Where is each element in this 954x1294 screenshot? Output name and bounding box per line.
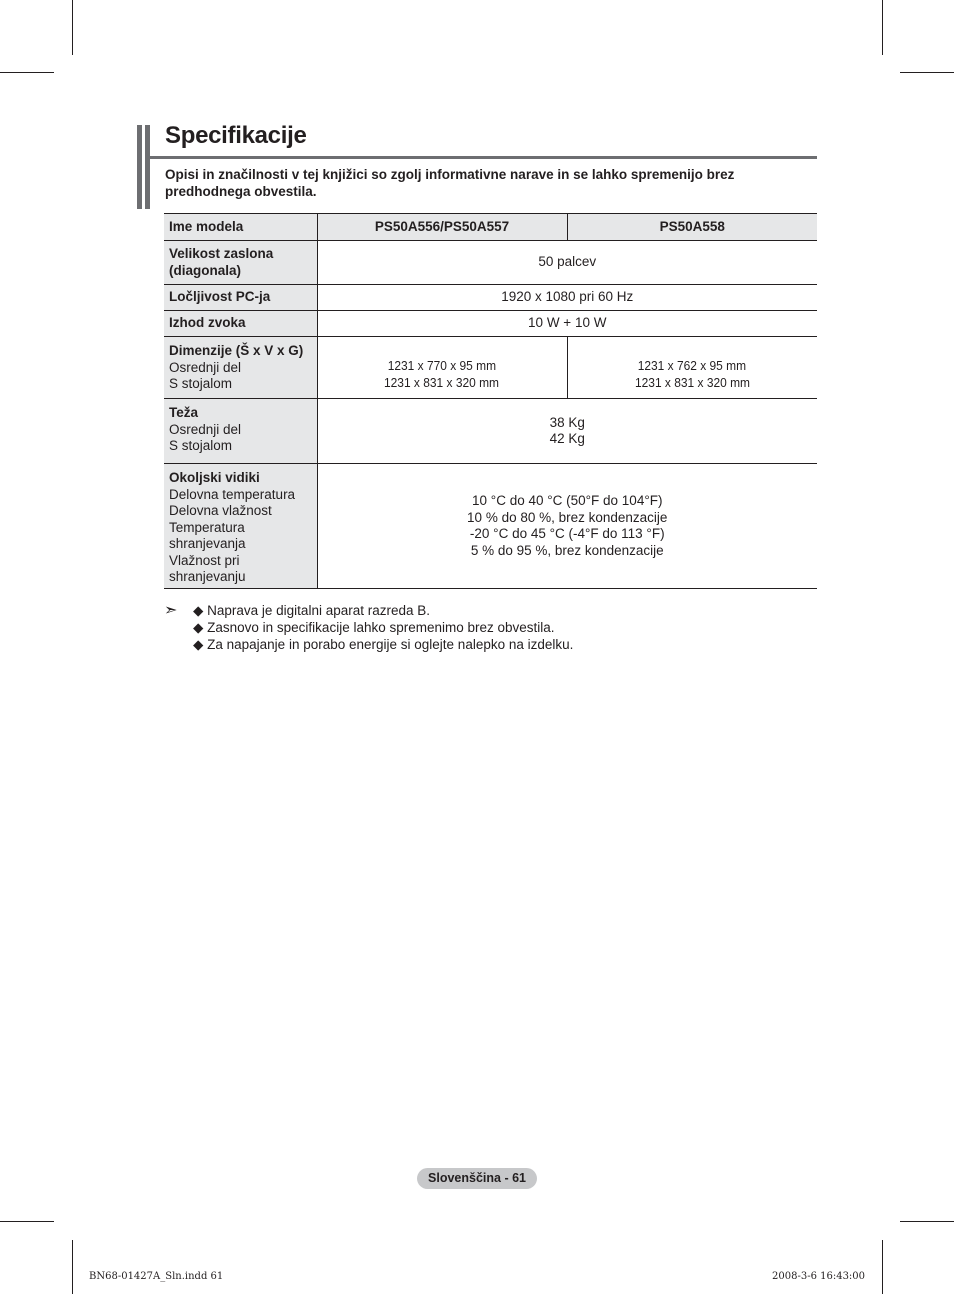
table-header-row — [164, 214, 817, 241]
row-label: Izhod zvoka — [164, 311, 317, 337]
crop-mark — [900, 72, 954, 73]
value-line: -20 °C do 45 °C (-4°F do 113 °F) — [469, 526, 665, 541]
value-line: 1231 x 770 x 95 mm — [387, 358, 497, 373]
row-sublabel: Delovna temperatura — [169, 486, 296, 502]
page-number-badge: Slovenščina - 61 — [417, 1168, 537, 1189]
value-line: 42 Kg — [549, 431, 585, 446]
note-item: ◆ Za napajanje in porabo energije si oglejte nalepko na izdelku. — [193, 637, 574, 652]
table-row-pc-resolution — [164, 285, 817, 311]
crop-mark — [0, 1221, 54, 1222]
note-item: ◆ Naprava je digitalni aparat razreda B. — [193, 603, 431, 618]
row-label-heading: Dimenzije (Š x V x G) — [169, 343, 304, 358]
print-slug-left: BN68-01427A_Sln.indd 61 — [89, 1271, 224, 1282]
page-title: Specifikacije — [165, 122, 307, 149]
row-value: 10 W + 10 W — [317, 311, 817, 337]
row-label: Velikost zaslona (diagonala) — [164, 241, 317, 285]
row-value: 50 palcev — [317, 241, 817, 285]
print-slug-right: 2008-3-6 16:43:00 — [772, 1271, 866, 1282]
table-row-weight — [164, 399, 817, 464]
header-label: Ime modela — [164, 214, 317, 241]
row-sublabel: S stojalom — [169, 376, 233, 391]
value-line: 5 % do 95 %, brez kondenzacije — [470, 542, 664, 558]
row-label — [164, 399, 317, 464]
value-line: 38 Kg — [549, 414, 585, 430]
row-sublabel: Osrednji del — [169, 421, 242, 437]
crop-mark — [882, 0, 883, 55]
table-row-audio-output — [164, 311, 817, 337]
row-value-model-b — [567, 337, 817, 399]
title-accent-bar — [137, 125, 142, 209]
spec-table — [164, 213, 817, 589]
crop-mark — [72, 1240, 73, 1294]
header-model-b: PS50A558 — [567, 214, 817, 241]
row-value — [317, 464, 817, 589]
row-label — [164, 337, 317, 399]
note-item: ◆ Zasnovo in specifikacije lahko spremenimo brez obvestila. — [193, 620, 555, 635]
row-sublabel: S stojalom — [169, 438, 233, 453]
table-row-dimensions — [164, 337, 817, 399]
row-sublabel: Delovna vlažnost — [169, 503, 272, 518]
row-label: Ločljivost PC-ja — [164, 285, 317, 311]
crop-mark — [882, 1240, 883, 1294]
intro-text: Opisi in značilnosti v tej knjižici so zgolj informativne narave in se lahko spremenijo brez predhodnega obvestila. — [165, 167, 735, 199]
row-label — [164, 464, 317, 589]
header-model-a: PS50A556/PS50A557 — [317, 214, 567, 241]
crop-mark — [900, 1221, 954, 1222]
row-value: 1920 x 1080 pri 60 Hz — [317, 285, 817, 311]
value-line: 10 °C do 40 °C (50°F do 104°F) — [472, 493, 663, 508]
crop-mark — [72, 0, 73, 55]
notes-list — [193, 602, 573, 653]
notes — [164, 602, 573, 653]
table-row-environment — [164, 464, 817, 589]
table-row-screen-size — [164, 241, 817, 285]
title-accent-bar — [145, 125, 150, 209]
value-line: 10 % do 80 %, brez kondenzacije — [467, 509, 668, 525]
value-line: 1231 x 831 x 320 mm — [634, 374, 750, 390]
row-value — [317, 399, 817, 464]
row-sublabel: Vlažnost pri shranjevanju — [169, 552, 246, 584]
note-arrow-icon: ➣ — [164, 602, 178, 619]
row-sublabel: Osrednji del — [169, 359, 242, 375]
value-line: 1231 x 831 x 320 mm — [384, 374, 500, 390]
row-label-heading: Okoljski vidiki — [169, 470, 260, 485]
title-rule — [150, 156, 817, 159]
row-label-heading: Teža — [169, 405, 199, 420]
crop-mark — [0, 72, 54, 73]
value-line: 1231 x 762 x 95 mm — [638, 358, 747, 373]
row-sublabel: Temperatura shranjevanja — [169, 519, 246, 551]
row-value-model-a — [317, 337, 567, 399]
